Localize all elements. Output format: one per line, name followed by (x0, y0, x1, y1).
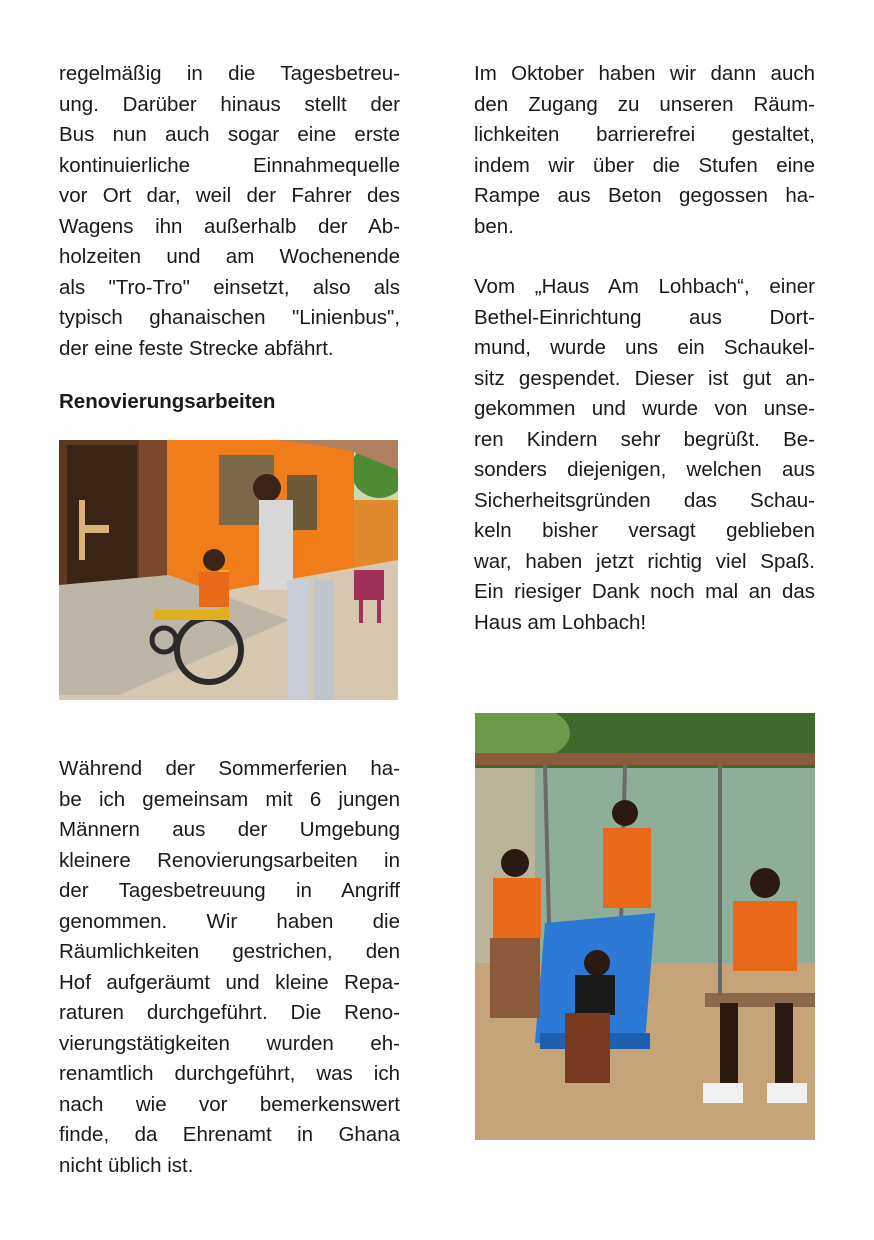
text-line: als "Tro-Tro" einsetzt, also als (59, 275, 400, 299)
text-line: Ein riesiger Dank noch mal an das (474, 580, 815, 603)
text-line: Vom „Haus Am Lohbach“, einer (474, 275, 815, 298)
text-line: Männern aus der Umgebung (59, 818, 400, 841)
text-line: nach wie vor bemerkenswert (59, 1092, 400, 1116)
text-line: Sicherheitsgründen das Schau- (474, 488, 815, 512)
text-line: Rampe aus Beton gegossen ha- (474, 184, 815, 207)
text-line: raturen durchgeführt. Die Reno- (59, 1001, 400, 1024)
text-line: lichkeiten barrierefrei gestaltet, (474, 123, 815, 146)
text-line: regelmäßig in die Tagesbetreu- (59, 62, 400, 85)
text-line: Bus nun auch sogar eine erste (59, 123, 400, 146)
text-line: kontinuierliche Einnahmequelle (59, 153, 400, 177)
text-line: finde, da Ehrenamt in Ghana (59, 1123, 400, 1146)
text-line: ung. Darüber hinaus stellt der (59, 92, 400, 116)
text-line: den Zugang zu unseren Räum- (474, 92, 815, 116)
text-line: Hof aufgeräumt und kleine Repa- (59, 970, 400, 994)
text-line: Wagens ihn außerhalb der Ab- (59, 214, 400, 238)
text-line: genommen. Wir haben die (59, 909, 400, 933)
text-line: typisch ghanaischen "Linienbus", (59, 306, 400, 329)
text-line: Im Oktober haben wir dann auch (474, 62, 815, 85)
text-line: vor Ort dar, weil der Fahrer des (59, 184, 400, 207)
text-line: renamtlich durchgeführt, was ich (59, 1062, 400, 1085)
text-line: kleinere Renovierungsarbeiten in (59, 848, 400, 872)
text-line: Räumlichkeiten gestrichen, den (59, 940, 400, 963)
text-line: der Tagesbetreuung in Angriff (59, 879, 400, 902)
text-line: holzeiten und am Wochenende (59, 245, 400, 268)
text-line: vierungstätigkeiten wurden eh- (59, 1031, 400, 1055)
text-line: gekommen und wurde von unse- (474, 397, 815, 420)
section-heading: Renovierungsarbeiten (59, 390, 276, 413)
text-line: der eine feste Strecke abfährt. (59, 336, 334, 360)
text-line: keln bisher versagt geblieben (474, 519, 815, 542)
text-line: mund, wurde uns ein Schaukel- (474, 336, 815, 359)
text-line: ren Kindern sehr begrüßt. Be- (474, 427, 815, 451)
text-line: ben. (474, 214, 514, 238)
text-line: indem wir über die Stufen eine (474, 153, 815, 177)
text-line: nicht üblich ist. (59, 1153, 194, 1177)
photo-wheelchair-ramp (59, 440, 398, 700)
text-line: be ich gemeinsam mit 6 jungen (59, 787, 400, 811)
text-line: sitz gespendet. Dieser ist gut an- (474, 366, 815, 390)
text-line: sonders diejenigen, welchen aus (474, 458, 815, 481)
text-line: Bethel-Einrichtung aus Dort- (474, 305, 815, 329)
text-line: war, haben jetzt richtig viel Spaß. (474, 549, 815, 573)
text-line: Haus am Lohbach! (474, 610, 647, 634)
photo-swing-seat (475, 713, 815, 1140)
text-line: Während der Sommerferien ha- (59, 757, 400, 780)
